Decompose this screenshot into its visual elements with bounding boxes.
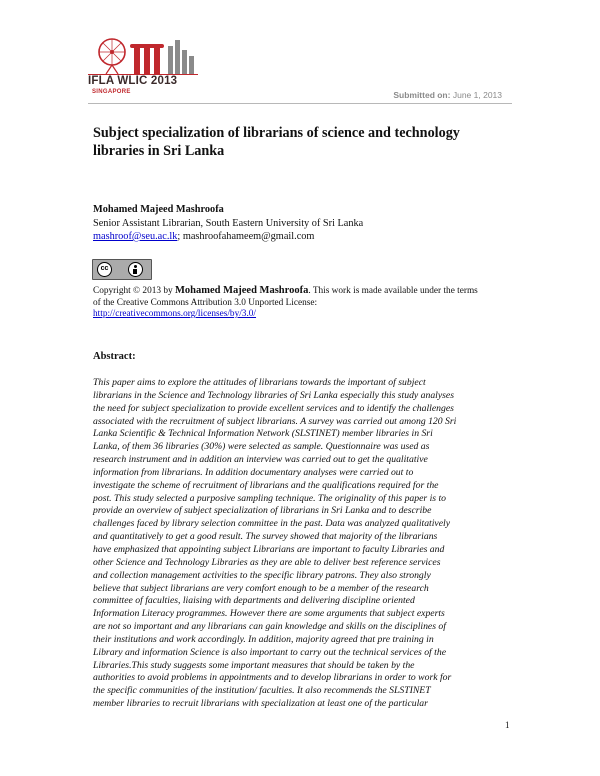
logo-subtitle: SINGAPORE xyxy=(92,89,131,95)
singapore-skyline-icon xyxy=(88,30,198,76)
creative-commons-icon: cc xyxy=(97,262,112,277)
author-affiliation: Senior Assistant Librarian, South Eastern University of Sri Lanka xyxy=(93,217,364,229)
copyright-line xyxy=(93,285,513,298)
author-block xyxy=(93,203,513,244)
abstract-line: librarians in the Science and Technology libraries of Sri Lanka especially this study analyses xyxy=(93,389,455,401)
copyright-prefix: Copyright © 2013 by xyxy=(93,286,175,296)
abstract-line: have emphasized that appointing subject Librarians are important to faculty Libraries and xyxy=(93,543,445,555)
page-number: 1 xyxy=(505,720,510,730)
abstract-line: This paper aims to explore the attitudes of librarians towards the important of subject xyxy=(93,377,426,388)
paper-title xyxy=(93,124,513,160)
title-line: Subject specialization of librarians of science and technology xyxy=(93,125,460,141)
cc-by-license-badge[interactable] xyxy=(92,259,152,280)
submission-info xyxy=(393,90,502,100)
abstract-line: and collection management activities to the specific library patrons. They also strongly xyxy=(93,569,431,581)
abstract-line: information from librarians. In addition documentary analyses were carried out to xyxy=(93,466,414,478)
author-name: Mohamed Majeed Mashroofa xyxy=(93,204,224,215)
abstract-line: post. This study selected a purposive sampling technique. The originality of this paper is to xyxy=(93,492,447,504)
license-url-link[interactable]: http://creativecommons.org/licenses/by/3.0/ xyxy=(93,309,257,319)
email-link[interactable]: mashroof@seu.ac.lk xyxy=(93,231,178,242)
abstract-line: their institutions and work accordingly. In addition, majority agreed that pre training in xyxy=(93,633,434,645)
abstract-line: Lanka, of them 36 libraries (30%) were selected as sample. Questionnaire was used as xyxy=(93,441,430,453)
abstract-line: committee of faculties, liaising with departments and delivering discipline oriented xyxy=(93,595,415,607)
copyright-line-2: of the Creative Commons Attribution 3.0 Unported License: xyxy=(93,297,318,308)
abstract-line: Information Literacy programmes. However there are some arguments that subject experts xyxy=(93,608,445,620)
secondary-email: mashroofahameem@gmail.com xyxy=(182,231,315,242)
title-line: libraries in Sri Lanka xyxy=(93,143,225,159)
copyright-notice xyxy=(93,285,513,321)
abstract-line: other Science and Technology Libraries as they are able to deliver best reference services xyxy=(93,556,441,568)
abstract-line: and quantitatively to get a good result. The survey showed that majority of the librarians xyxy=(93,531,438,543)
abstract-line: Libraries.This study suggests some important measures that should be taken by the xyxy=(93,659,415,671)
submitted-label: Submitted on: xyxy=(393,90,451,100)
abstract-line: are not so important and any librarians can gain knowledge and skills on the disciplines of xyxy=(93,621,446,633)
logo-title: IFLA WLIC 2013 xyxy=(88,75,178,87)
abstract-body xyxy=(93,377,511,711)
submitted-date: June 1, 2013 xyxy=(452,90,502,100)
abstract-line: believe that subject librarians are very comfort enough to be a member of the research xyxy=(93,582,429,594)
attribution-person-icon xyxy=(128,262,143,277)
copyright-suffix: . This work is made available under the terms xyxy=(308,286,478,296)
copyright-holder: Mohamed Majeed Mashroofa xyxy=(174,285,309,296)
abstract-line: research instrument and in addition an interview was carried out to get the qualitative xyxy=(93,454,428,466)
abstract-heading: Abstract: xyxy=(93,351,136,362)
abstract-line: authorities to avoid problems in appointments and to develop librarians in order to work for xyxy=(93,672,452,684)
header-divider xyxy=(88,103,512,104)
author-emails xyxy=(93,230,513,244)
abstract-line: the need for subject specialization to provide excellent services and to identify the challenges xyxy=(93,402,454,414)
abstract-line: the specific communities of the institution/ faculties. It also recommends the SLSTINET xyxy=(93,685,431,697)
abstract-line: Lanka Scientific & Technical Information Network (SLSTINET) member libraries in Sri xyxy=(93,428,433,440)
email-separator: ; xyxy=(177,231,183,242)
abstract-line: provide an overview of subject specialization of librarians in Sri Lanka and to describe xyxy=(93,505,432,517)
abstract-line: challenges faced by library selection committee in the past. Data was analyzed qualitatively xyxy=(93,518,451,530)
abstract-line: associated with the recruitment of subject librarians. A survey was carried out among 120 Sri xyxy=(93,415,457,427)
abstract-line: member libraries to recruit librarians with specialization at least one of the particular xyxy=(93,698,428,710)
abstract-line: Library and information Science is also important to carry out the technical services of the xyxy=(93,646,447,658)
abstract-line: investigate the scheme of recruitment of librarians and the qualifications required for the xyxy=(93,479,439,491)
